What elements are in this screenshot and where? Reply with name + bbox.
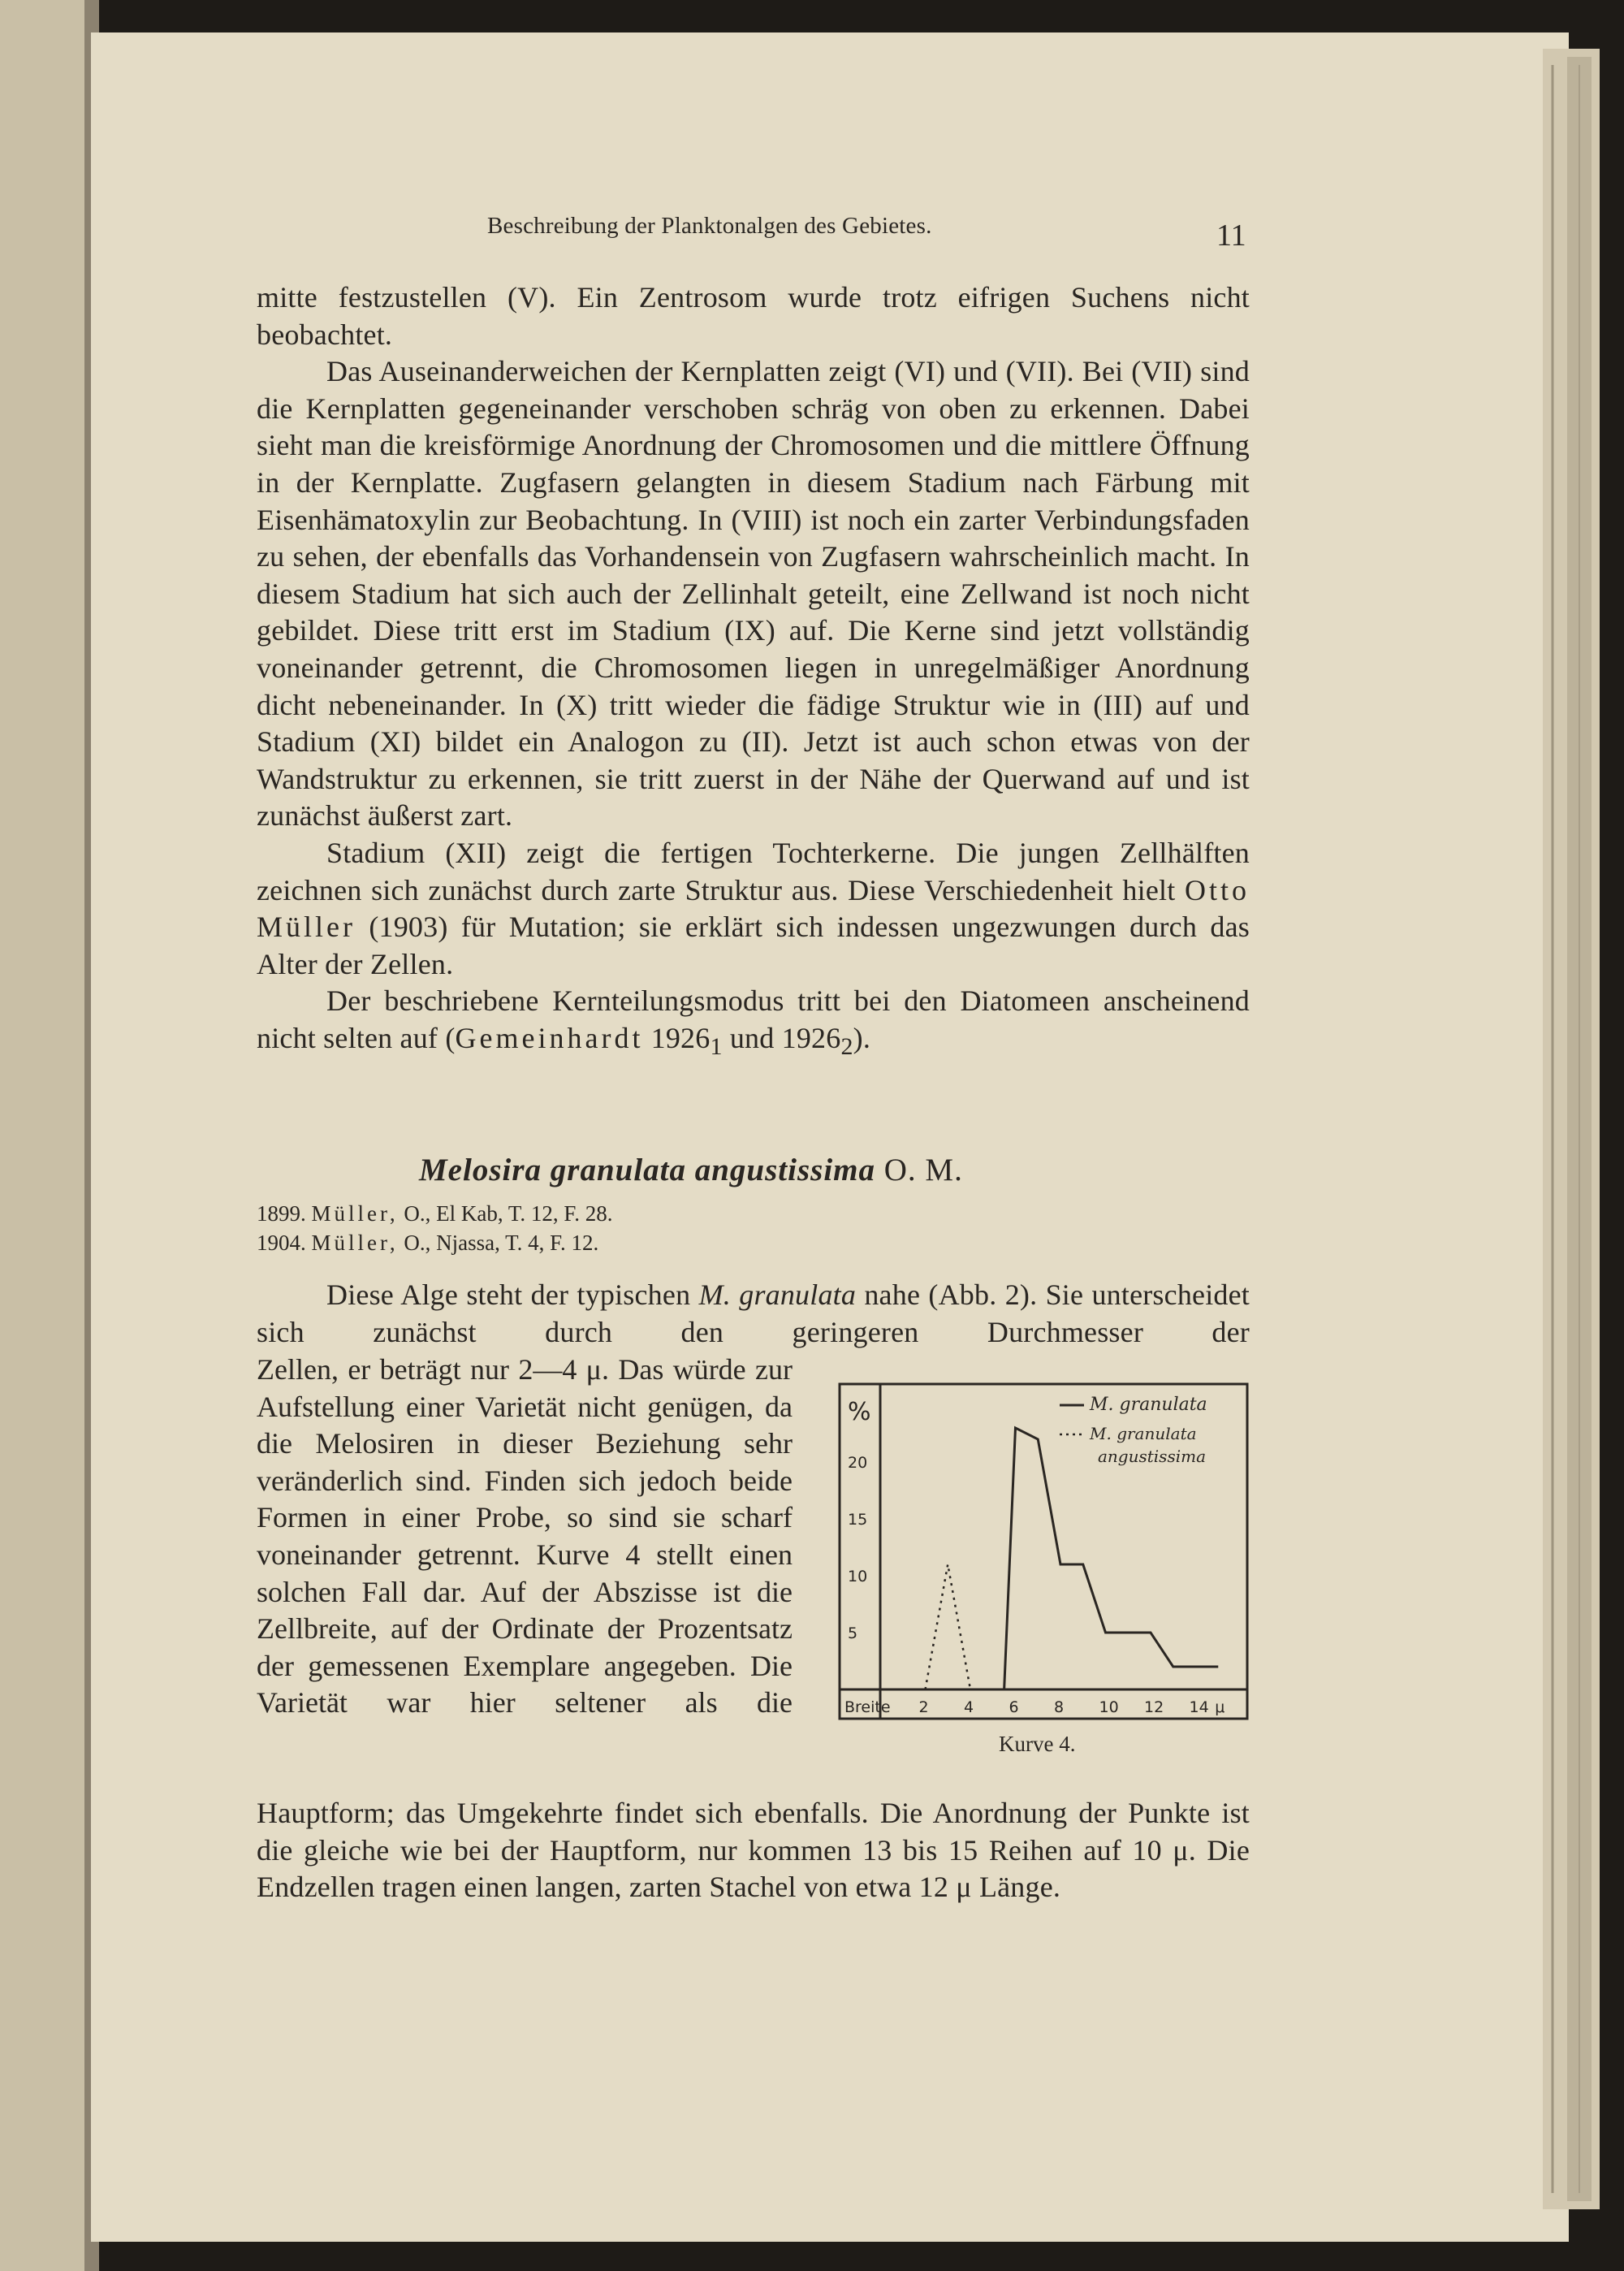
paragraph-4-text-c: und 1926 (722, 1021, 841, 1054)
reference-author: Müller, (311, 1231, 399, 1255)
reference-author: Müller, (311, 1201, 399, 1226)
description-text-b: nahe (Abb. 2). Sie unterscheidet sich zunächst durch den geringeren Durchmesser der (257, 1278, 1250, 1348)
legend-label-angustissima-2: angustissima (1098, 1447, 1206, 1466)
paragraph-4-text-a: Der beschriebene Kernteilungsmodus tritt bei den Diatomeen anscheinend nicht selten auf ( (257, 984, 1250, 1054)
author-gemeinhardt: Gemeinhardt (455, 1021, 644, 1054)
paragraph-2: Das Auseinanderweichen der Kernplatten zeigt (VI) und (VII). Bei (VII) sind die Kernplatten gegeneinander verschoben schräg von oben zu erkennen. Dabei sieht man die kreisförmige Anordnung der Chromosomen und die mittlere Öffnung in der Kernplatte. Zugfasern gelangten in diesem Stadium nach Färbung mit Eisenhämatoxylin zur Beobachtung. In (VIII) ist noch ein zarter Verbindungsfaden zu sehen, der ebenfalls das Vorhandensein von Zugfasern wahrscheinlich macht. In diesem Stadium hat sich auch der Zellinhalt geteilt, eine Zellwand ist noch nicht gebildet. Diese tritt erst im Stadium (IX) auf. Die Kerne sind jetzt vollständig voneinander getrennt, die Chromosomen liegen in unregelmäßiger Anordnung dicht nebeneinander. In (X) tritt wieder die fädige Struktur wie in (III) auf und Stadium (XI) bildet ein Analogon zu (II). Jetzt ist auch schon etwas von der Wandstruktur zu erkennen, sie tritt zuerst in der Nähe der Querwand auf und ist zunächst äußerst zart. (257, 355, 1250, 833)
reference-year: 1899. (257, 1201, 306, 1226)
chart-kurve-4 (836, 1381, 1250, 1722)
reference-source: O., El Kab, T. 12, F. 28. (404, 1201, 613, 1226)
reference-item (257, 1228, 613, 1257)
reference-item (257, 1199, 613, 1228)
subscript-1: 1 (710, 1033, 723, 1061)
paragraph-3 (257, 835, 1250, 983)
paragraph-tail: Hauptform; das Umgekehrte findet sich ebenfalls. Die Anordnung der Punkte ist die gleiche wie bei der Hauptform, nur kommen 13 bis 15 Reihen auf 10 μ. Die Endzellen tragen einen langen, zarten Stachel von etwa 12 μ Länge. (257, 1797, 1250, 1904)
body-text (257, 279, 1250, 1066)
paragraph-3-text-b: (1903) für Mutation; sie erklärt sich indessen ungezwungen durch das Alter der Zellen. (257, 911, 1250, 980)
paragraph-1: mitte festzustellen (V). Ein Zentrosom wurde trotz eifrigen Suchens nicht beobachtet. (257, 281, 1250, 351)
x-tick-label: 14 (1189, 1698, 1209, 1716)
subscript-2: 2 (840, 1033, 853, 1061)
x-tick-label: 8 (1054, 1698, 1065, 1716)
wrapped-paragraph: Zellen, er beträgt nur 2—4 μ. Das würde zur Aufstellung einer Varietät nicht genügen, da die Melosiren in dieser Beziehung sehr veränderlich sind. Finden sich jedoch beide Formen in einer Probe, so sind sie scharf voneinander getrennt. Kurve 4 stellt einen solchen Fall dar. Auf der Abszisse ist die Zellbreite, auf der Ordinate der Prozentsatz der gemessenen Exemplare angegeben. Die Varietät war hier seltener als die (257, 1353, 793, 1719)
y-axis-label: % (848, 1398, 871, 1426)
page-number: 11 (1216, 218, 1246, 253)
x-tick-label: 10 (1099, 1698, 1119, 1716)
wrapped-text (257, 1352, 793, 1722)
paragraph-4-text-b: 1926 (643, 1021, 710, 1054)
series-line-angustissima (926, 1564, 971, 1689)
paragraph-5 (257, 1277, 1250, 1351)
tail-text (257, 1795, 1250, 1906)
x-tick-label: 2 (918, 1698, 929, 1716)
species-authority: O. M. (883, 1153, 963, 1187)
x-tick-label: 4 (964, 1698, 974, 1716)
reference-year: 1904. (257, 1231, 306, 1255)
description-text-a: Diese Alge steht der typischen (326, 1278, 691, 1311)
x-tick-label: 6 (1009, 1698, 1019, 1716)
reference-list (257, 1199, 613, 1257)
paragraph-4 (257, 983, 1250, 1065)
description-italic: M. granulata (698, 1278, 857, 1311)
description-intro (257, 1277, 1250, 1351)
chart-ticks (844, 1398, 1224, 1716)
species-heading (419, 1152, 963, 1188)
y-tick-label: 15 (848, 1511, 868, 1529)
running-title: Beschreibung der Planktonalgen des Gebietes. (487, 213, 932, 239)
chart-legend (1060, 1395, 1207, 1466)
chart-series (926, 1428, 1219, 1689)
legend-label-angustissima: M. granulata (1090, 1424, 1197, 1443)
author-muller: Otto Müller (257, 873, 1250, 944)
paragraph-3-text-a: Stadium (XII) zeigt die fertigen Tochterkerne. Die jungen Zellhälften zeichnen sich zunächst durch zarte Struktur aus. Diese Verschiedenheit hielt (257, 836, 1250, 906)
paragraph-4-text-d: ). (853, 1021, 871, 1054)
x-tick-label: 12 (1144, 1698, 1164, 1716)
x-unit-label: μ (1215, 1698, 1225, 1716)
reference-source: O., Njassa, T. 4, F. 12. (404, 1231, 599, 1255)
species-name: Melosira granulata angustissima (419, 1153, 875, 1187)
series-line-granulata (1004, 1428, 1219, 1689)
y-tick-label: 20 (848, 1454, 868, 1472)
x-axis-label: Breite (844, 1698, 891, 1716)
y-tick-label: 10 (848, 1568, 868, 1585)
chart-caption: Kurve 4. (999, 1732, 1076, 1756)
y-tick-label: 5 (848, 1624, 858, 1642)
legend-label-granulata: M. granulata (1090, 1395, 1207, 1415)
